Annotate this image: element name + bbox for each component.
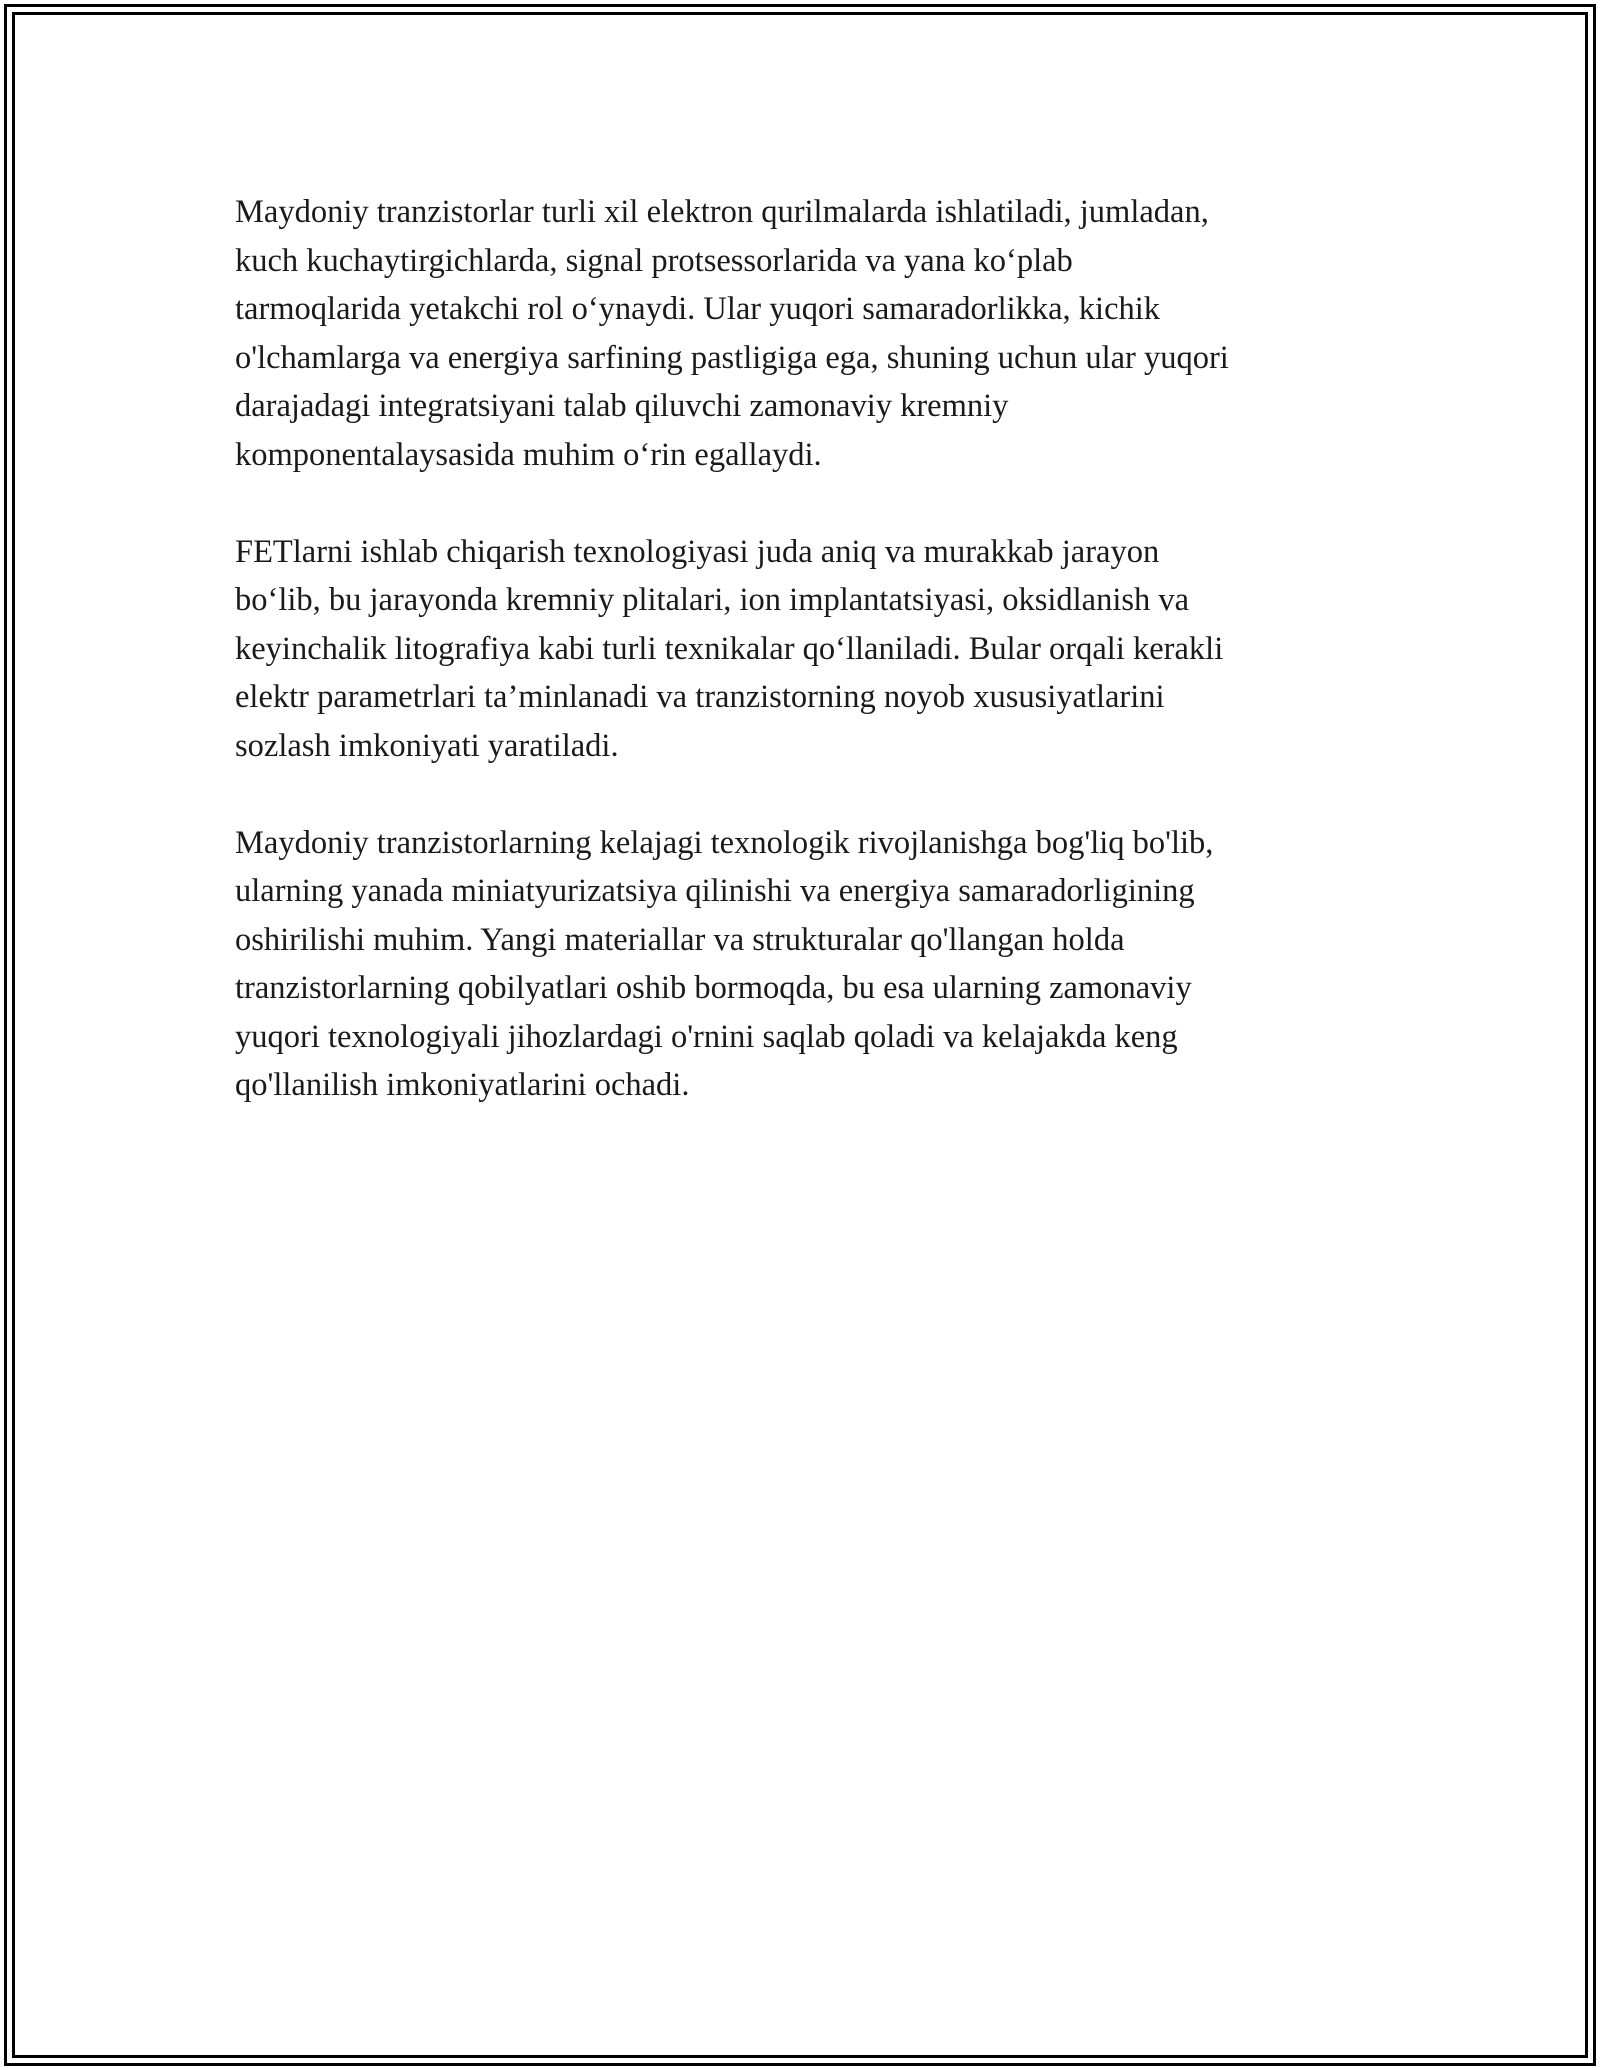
- paragraph-3: [235, 819, 1370, 1110]
- paragraph-line: yuqori texnologiyali jihozlardagi o'rnini saqlab qoladi va kelajakda keng: [235, 1018, 1178, 1055]
- paragraph-line: Maydoniy tranzistorlar turli xil elektron qurilmalarda ishlatiladi, jumladan,: [235, 194, 1209, 230]
- paragraph-line: kuch kuchaytirgichlarda, signal protsessorlarida va yana ko‘plab: [235, 242, 1073, 279]
- paragraph-line: tarmoqlarida yetakchi rol o‘ynaydi. Ular yuqori samaradorlikka, kichik: [235, 291, 1161, 327]
- paragraph-line: keyinchalik litografiya kabi turli texnikalar qo‘llaniladi. Bular orqali kerakli: [235, 630, 1224, 667]
- paragraph-line: bo‘lib, bu jarayonda kremniy plitalari, ion implantatsiyasi, oksidlanish va: [235, 582, 1190, 618]
- paragraph-line: darajadagi integratsiyani talab qiluvchi zamonaviy kremniy: [235, 388, 1009, 424]
- paragraph-line: tranzistorlarning qobilyatlari oshib bormoqda, bu esa ularning zamonaviy: [235, 970, 1192, 1006]
- paragraph-line: oshirilishi muhim. Yangi materiallar va strukturalar qo'llangan holda: [235, 921, 1125, 958]
- paragraph-line: ularning yanada miniatyurizatsiya qilinishi va energiya samaradorligining: [235, 873, 1195, 909]
- paragraph-line: Maydoniy tranzistorlarning kelajagi texnologik rivojlanishga bog'liq bo'lib,: [235, 824, 1214, 861]
- paragraph-line: elektr parametrlari ta’minlanadi va tranzistorning noyob xususiyatlarini: [235, 679, 1165, 715]
- paragraph-line: qo'llanilish imkoniyatlarini ochadi.: [235, 1067, 690, 1103]
- document-body: [235, 188, 1370, 1158]
- paragraph-2: [235, 528, 1370, 771]
- paragraph-1: [235, 188, 1370, 479]
- paragraph-line: o'lchamlarga va energiya sarfining pastligiga ega, shuning uchun ular yuqori: [235, 339, 1229, 376]
- paragraph-line: sozlash imkoniyati yaratiladi.: [235, 727, 619, 764]
- paragraph-line: komponentalaysasida muhim o‘rin egallaydi.: [235, 436, 822, 473]
- paragraph-line: FETlarni ishlab chiqarish texnologiyasi juda aniq va murakkab jarayon: [235, 533, 1160, 570]
